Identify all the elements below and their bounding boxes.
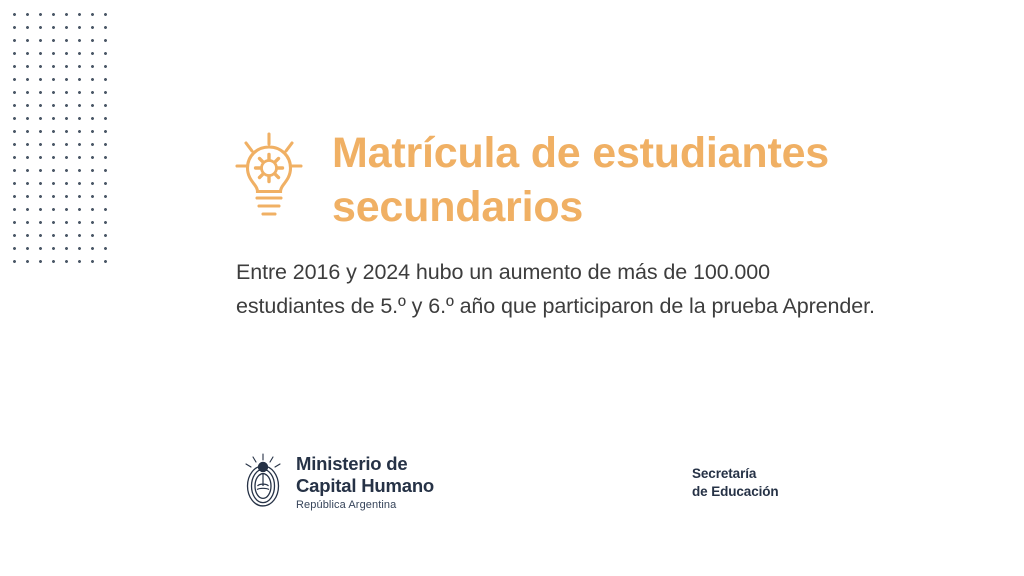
secretary-name-line-1: Secretaría — [692, 466, 757, 481]
body-paragraph: Entre 2016 y 2024 hubo un aumento de más de 100.000 estudiantes de 5.º y 6.º año que participaron de la prueba Aprender. — [236, 260, 875, 318]
ministry-name-line-2: Capital Humano — [296, 474, 435, 496]
lightbulb-gear-icon — [232, 130, 306, 222]
secretary-name-line-2: de Educación — [692, 484, 779, 500]
page-title: Matrícula de estudiantes secundarios — [332, 129, 830, 232]
ministry-logo-text — [286, 453, 434, 513]
ministry-country-line: República Argentina — [296, 498, 397, 511]
ministry-name-line-1: Ministerio de — [296, 452, 408, 474]
ministry-logo — [240, 452, 434, 514]
footer-logos — [240, 452, 860, 530]
dot-grid-pattern — [8, 8, 112, 270]
secretary-logo — [692, 465, 779, 501]
argentina-coat-of-arms-icon — [240, 452, 286, 514]
headline-block — [232, 126, 932, 234]
